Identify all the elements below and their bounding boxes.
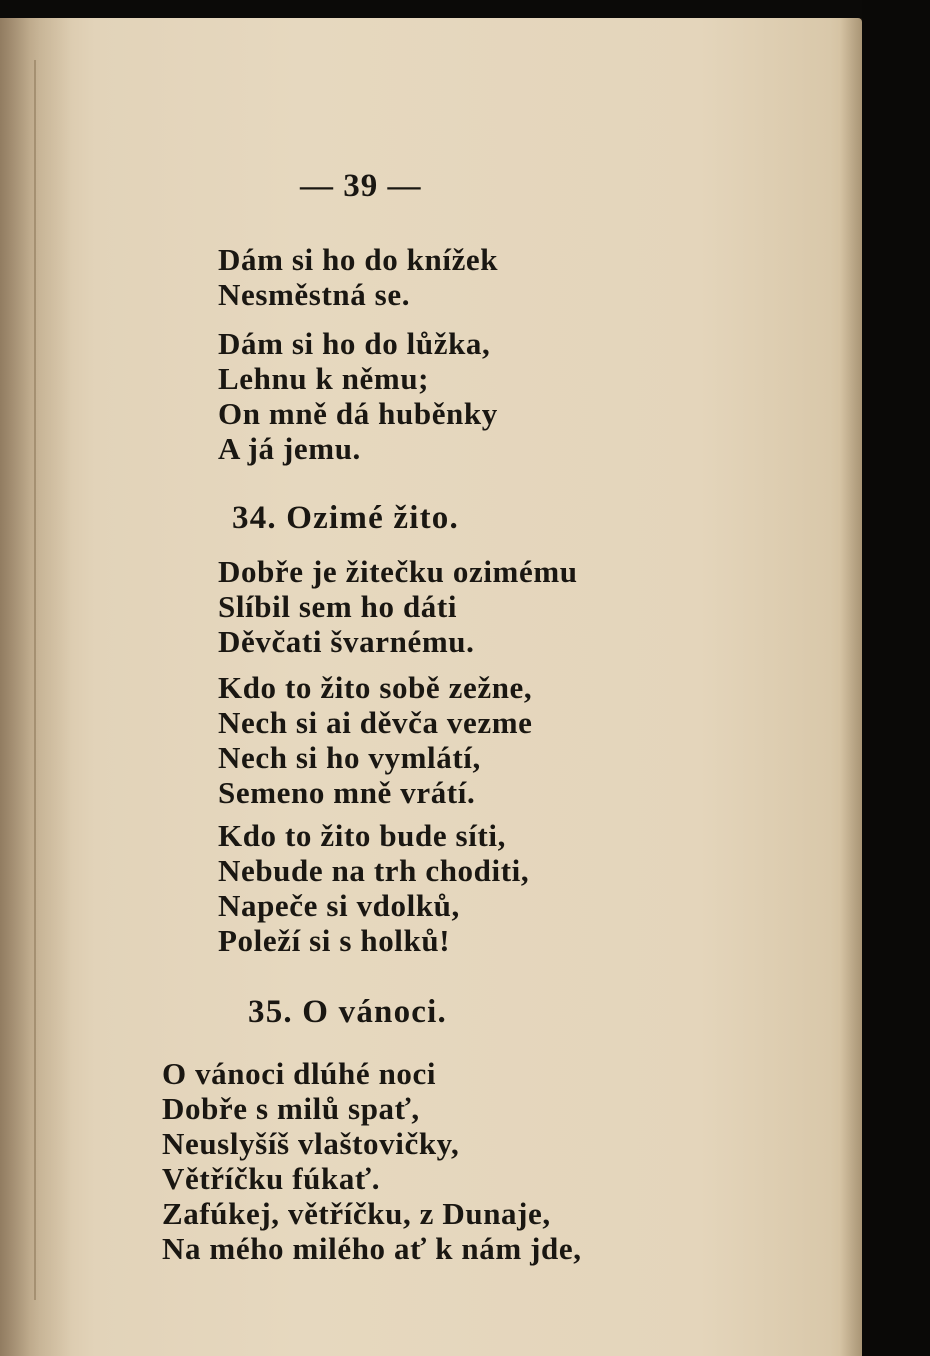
verse-line: Lehnu k němu; xyxy=(218,361,430,396)
section-35-stanza-1 xyxy=(162,1056,582,1266)
verse-line: Nech si ho vymlátí, xyxy=(218,740,481,775)
verse-line: Kdo to žito bude síti, xyxy=(218,818,506,853)
verse-line: Napeče si vdolků, xyxy=(218,888,460,923)
verse-line: Na mého milého ať k nám jde, xyxy=(162,1231,582,1266)
verse-line: On mně dá huběnky xyxy=(218,396,498,431)
section-35-title: 35. O vánoci. xyxy=(248,994,447,1030)
verse-line: Slíbil sem ho dáti xyxy=(218,589,458,624)
page-number: — 39 — xyxy=(300,168,422,204)
verse-line: Zafúkej, větříčku, z Dunaje, xyxy=(162,1196,551,1231)
verse-line: Semeno mně vrátí. xyxy=(218,775,476,810)
verse-line: Větříčku fúkať. xyxy=(162,1161,381,1196)
verse-line: Neuslyšíš vlaštovičky, xyxy=(162,1126,460,1161)
stanza-top-2 xyxy=(218,326,498,466)
section-34-stanza-2 xyxy=(218,670,533,810)
verse-line: Nebude na trh choditi, xyxy=(218,853,530,888)
verse-line: Děvčati švarnému. xyxy=(218,624,475,659)
verse-line: Nech si ai děvča vezme xyxy=(218,705,533,740)
verse-line: Dám si ho do knížek xyxy=(218,242,499,277)
scan-background-edge xyxy=(862,0,930,1356)
section-34-stanza-3 xyxy=(218,818,529,958)
verse-line: A já jemu. xyxy=(218,431,361,466)
spine-crease xyxy=(34,60,36,1300)
verse-line: Dobře s milů spať, xyxy=(162,1091,420,1126)
section-34-title: 34. Ozimé žito. xyxy=(232,500,459,536)
page-gutter-shadow xyxy=(0,18,72,1356)
verse-line: Nesměstná se. xyxy=(218,277,411,312)
verse-line: Poleží si s holků! xyxy=(218,923,451,958)
verse-line: Kdo to žito sobě zežne, xyxy=(218,670,533,705)
verse-line: Dobře je žitečku ozimému xyxy=(218,554,578,589)
stanza-top-1 xyxy=(218,242,498,312)
verse-line: Dám si ho do lůžka, xyxy=(218,326,491,361)
verse-line: O vánoci dlúhé noci xyxy=(162,1056,437,1091)
page-edge-shadow xyxy=(840,18,862,1356)
section-34-stanza-1 xyxy=(218,554,578,659)
